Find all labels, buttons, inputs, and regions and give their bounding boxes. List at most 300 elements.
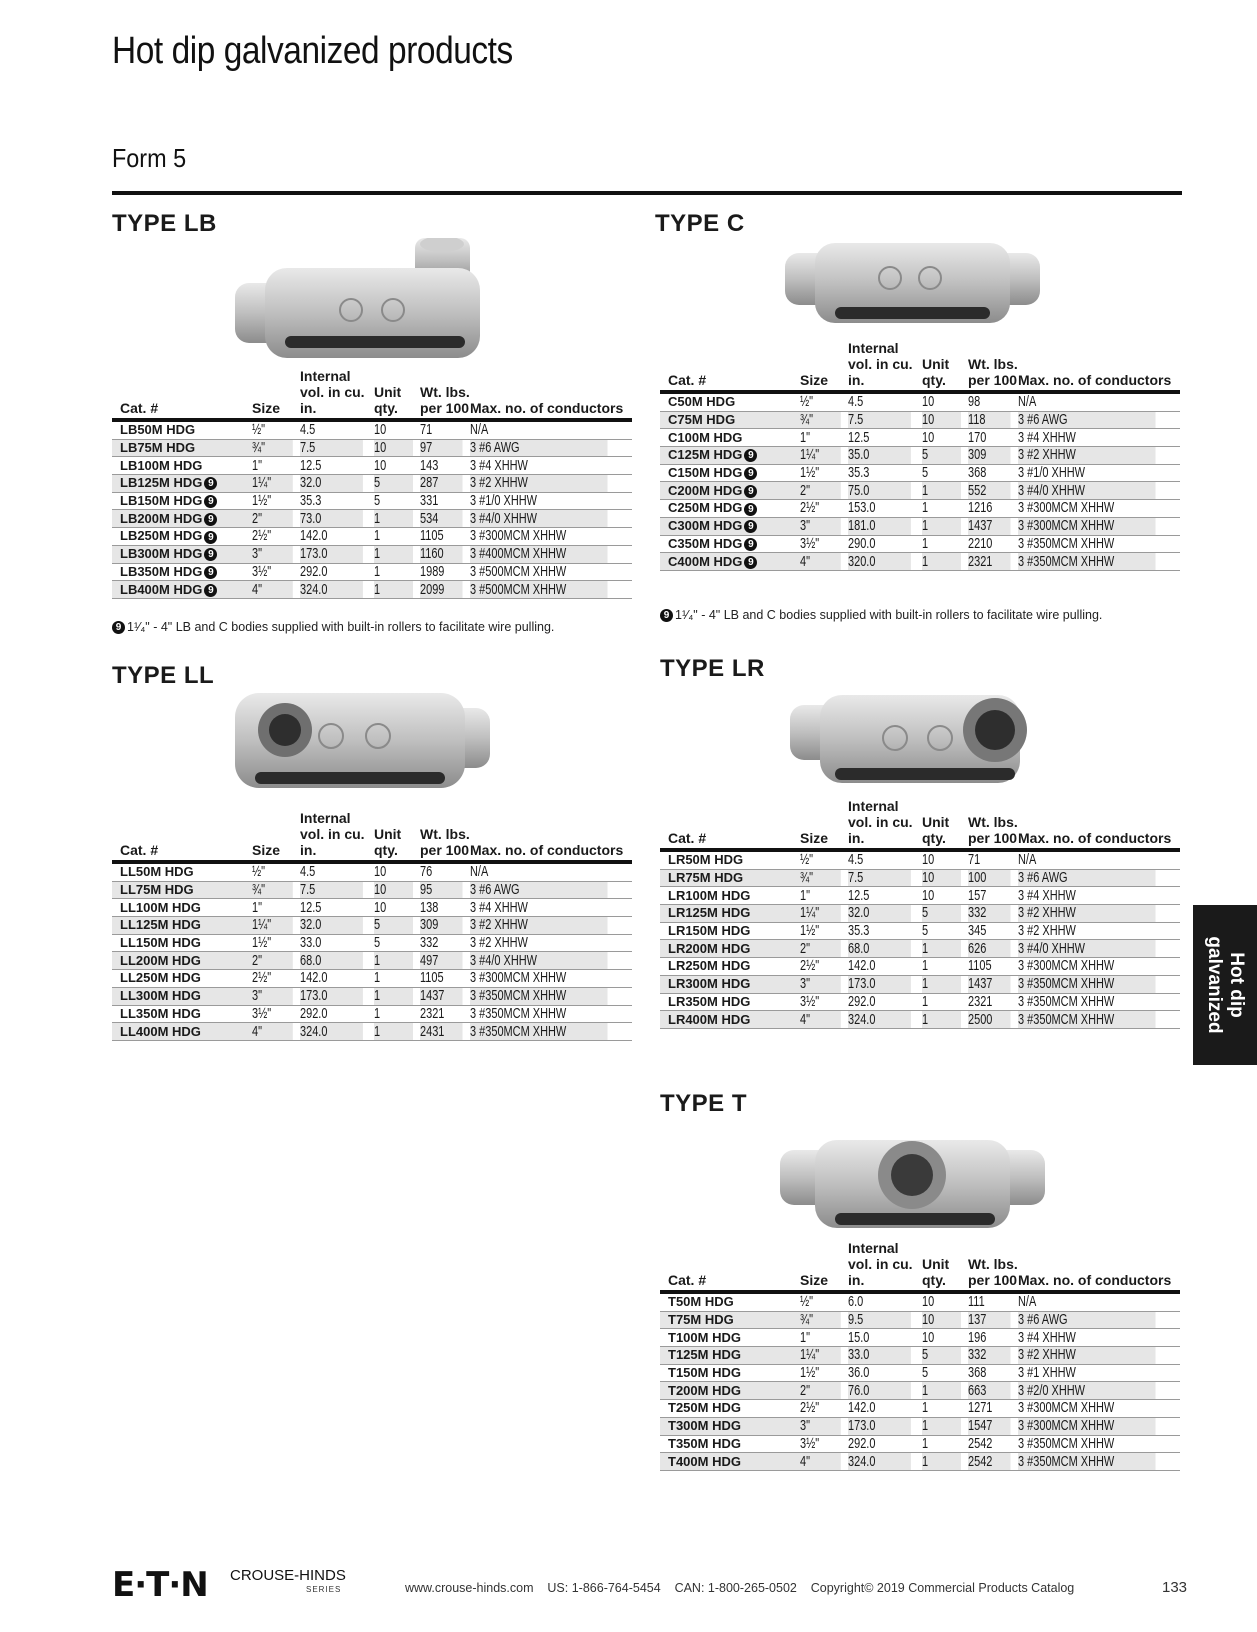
qty-cell-text: 5 [374,474,381,492]
wt-cell [968,993,1011,1011]
header-wt: Wt. lbs. per 100 [420,810,470,862]
brand-name: CROUSE-HINDS [230,1567,346,1584]
cat-cell-text: LB350M HDG [120,563,203,579]
size-cell-text: 3" [800,975,810,993]
cat-cell [112,899,252,917]
max-cell-text: 3 #6 AWG [1018,869,1068,887]
cat-cell [112,510,252,528]
size-cell-text: 3" [800,1417,810,1435]
vol-cell-text: 33.0 [848,1346,870,1364]
max-cell-text: 3 #350MCM XHHW [1018,1010,1115,1028]
max-cell-text: 3 #350MCM XHHW [470,987,567,1005]
vol-cell [848,482,911,500]
cat-cell-text: C50M HDG [668,394,736,410]
vol-cell-text: 15.0 [848,1328,870,1346]
table-row [112,899,632,917]
size-cell-text: 4" [800,1452,810,1470]
wt-cell [420,563,463,581]
wt-cell-text: 1105 [968,957,992,975]
t-spec-table [660,1240,1180,1471]
vol-cell [848,940,911,958]
max-cell [1018,1417,1156,1435]
size-cell-text: 1" [252,898,262,916]
wt-cell-text: 157 [968,886,987,904]
vol-cell [848,1292,911,1311]
size-cell [252,581,293,599]
vol-cell [848,905,911,923]
vol-cell [848,993,911,1011]
qty-cell [922,1417,961,1435]
vol-cell [848,500,911,518]
max-cell [1018,392,1156,411]
qty-cell [374,528,413,546]
wt-cell-text: 95 [420,881,433,899]
size-cell [800,850,841,869]
max-cell [1018,500,1156,518]
wt-cell-text: 2321 [968,552,993,570]
cat-cell [660,1347,800,1365]
header-vol: Internal vol. in cu. in. [300,810,374,862]
wt-cell-text: 663 [968,1381,987,1399]
max-cell [1018,429,1156,447]
vol-cell [300,952,363,970]
header-cat: Cat. # [112,368,252,420]
header-qty: Unit qty. [374,368,420,420]
qty-cell-text: 1 [922,957,929,975]
wt-cell-text: 2542 [968,1452,993,1470]
qty-cell-text: 1 [922,1381,929,1399]
table-row [660,411,1180,429]
vol-cell-text: 76.0 [848,1381,870,1399]
wt-cell [968,447,1011,465]
table-row [660,1347,1180,1365]
qty-cell-text: 10 [922,1311,935,1329]
max-cell [470,492,608,510]
size-cell [252,528,293,546]
max-cell-text: N/A [1018,851,1037,869]
max-cell-text: 3 #4/0 XHHW [1018,939,1086,957]
max-cell [470,987,608,1005]
side-tab-label: Hot dip galvanized [1204,936,1247,1034]
wt-cell [968,1364,1011,1382]
cat-cell-text: T300M HDG [668,1418,741,1434]
size-cell [800,1382,841,1400]
max-cell [1018,1011,1156,1029]
qty-cell-text: 10 [922,393,935,411]
vol-cell-text: 292.0 [300,1004,328,1022]
vol-cell-text: 73.0 [300,509,322,527]
qty-cell-text: 1 [922,975,929,993]
wt-cell [968,1292,1011,1311]
max-cell [1018,1364,1156,1382]
max-cell [1018,464,1156,482]
cat-cell [660,535,800,553]
cat-cell [660,1329,800,1347]
cat-cell [660,1311,800,1329]
size-cell [800,1011,841,1029]
wt-cell [420,862,463,881]
max-cell-text: 3 #300MCM XHHW [470,969,567,987]
size-cell [800,411,841,429]
size-cell [252,952,293,970]
vol-cell-text: 12.5 [848,428,870,446]
vol-cell [848,517,911,535]
cat-cell-text: T350M HDG [668,1435,741,1451]
header-qty: Unit qty. [922,340,968,392]
max-cell-text: 3 #4 XHHW [470,456,528,474]
cat-cell [660,1435,800,1453]
table-row [660,869,1180,887]
cat-cell-text: LL400M HDG [120,1023,201,1039]
max-cell [1018,850,1156,869]
max-cell [470,862,608,881]
vol-cell [300,917,363,935]
vol-cell [300,492,363,510]
vol-cell [300,510,363,528]
section-type-lb [112,210,632,240]
size-cell [800,869,841,887]
qty-cell-text: 1 [922,552,929,570]
size-cell-text: ¾" [800,411,814,429]
cat-cell-text: C100M HDG [668,429,743,445]
cat-cell [112,528,252,546]
vol-cell [848,1453,911,1471]
cat-cell-text: LR200M HDG [668,940,751,956]
qty-cell-text: 10 [374,863,387,881]
wt-cell [420,492,463,510]
qty-cell [374,899,413,917]
wt-cell [968,1435,1011,1453]
max-cell [470,439,608,457]
size-cell-text: ¾" [252,439,266,457]
footnote-text: 1¹⁄₄" - 4" LB and C bodies supplied with built-in rollers to facilitate wire pulling. [675,608,1103,622]
qty-cell-text: 5 [374,492,381,510]
qty-cell-text: 1 [922,1434,929,1452]
vol-cell-text: 7.5 [300,439,316,457]
size-cell [800,1453,841,1471]
vol-cell [848,464,911,482]
wt-cell [968,887,1011,905]
size-cell-text: 1" [800,886,810,904]
size-cell [800,1435,841,1453]
footnote-text: 1¹⁄₄" - 4" LB and C bodies supplied with built-in rollers to facilitate wire pulling. [127,620,555,634]
section-type-t [660,1090,1180,1120]
cat-cell-text: C350M HDG [668,535,743,551]
vol-cell-text: 4.5 [848,851,864,869]
cat-cell [660,1453,800,1471]
size-cell [800,1364,841,1382]
vol-cell-text: 292.0 [300,562,328,580]
qty-cell-text: 5 [922,446,929,464]
size-cell [252,862,293,881]
vol-cell [300,457,363,475]
max-cell [470,881,608,899]
qty-cell-text: 1 [922,1417,929,1435]
roller-note-marker: 9 [204,513,217,526]
max-cell [470,420,608,439]
header-cat: Cat. # [660,340,800,392]
vol-cell-text: 9.5 [848,1311,864,1329]
cat-cell [112,917,252,935]
vol-cell [848,1400,911,1418]
max-cell-text: 3 #2 XHHW [1018,904,1076,922]
cat-cell [660,447,800,465]
wt-cell [968,553,1011,571]
max-cell-text: 3 #1 XHHW [1018,1364,1076,1382]
wt-cell-text: 97 [420,439,433,457]
cat-cell-text: LR250M HDG [668,958,751,974]
wt-cell [968,1311,1011,1329]
vol-cell-text: 153.0 [848,499,876,517]
cat-cell-text: T400M HDG [668,1453,741,1469]
table-row [112,439,632,457]
cat-cell [112,1005,252,1023]
vol-cell-text: 173.0 [300,545,328,563]
wt-cell [420,510,463,528]
max-cell [1018,1347,1156,1365]
size-cell-text: ¾" [800,1311,814,1329]
vol-cell [848,1382,911,1400]
max-cell-text: 3 #300MCM XHHW [1018,1399,1115,1417]
max-cell [470,581,608,599]
table-row [112,987,632,1005]
size-cell-text: 1¼" [800,446,820,464]
table-row [660,517,1180,535]
qty-cell-text: 10 [374,421,387,439]
roller-note-marker: 9 [744,467,757,480]
wt-cell [420,581,463,599]
header-max: Max. no. of conductors [1018,1240,1180,1292]
cat-cell [660,392,800,411]
max-cell [1018,1329,1156,1347]
c-footnote [660,608,1102,622]
c-body-image [785,243,1045,333]
max-cell-text: 3 #300MCM XHHW [1018,499,1115,517]
max-cell [1018,517,1156,535]
size-cell-text: 1½" [800,1364,820,1382]
size-cell-text: 3½" [252,562,272,580]
size-cell [800,922,841,940]
vol-cell-text: 324.0 [300,580,328,598]
size-cell-text: ½" [252,421,266,439]
vol-cell-text: 12.5 [300,456,322,474]
vol-cell [848,1347,911,1365]
qty-cell [922,1382,961,1400]
vol-cell [300,862,363,881]
qty-cell [374,952,413,970]
vol-cell-text: 68.0 [848,939,870,957]
cat-cell [660,500,800,518]
max-cell-text: N/A [1018,393,1037,411]
table-row [112,475,632,493]
qty-cell [374,1005,413,1023]
cat-cell-text: LR50M HDG [668,852,744,868]
vol-cell [848,958,911,976]
size-cell [252,439,293,457]
qty-cell [374,917,413,935]
size-cell-text: 2½" [800,957,820,975]
wt-cell [968,940,1011,958]
cat-cell-text: LB200M HDG [120,510,203,526]
size-cell [252,899,293,917]
wt-cell-text: 497 [420,951,439,969]
vol-cell-text: 324.0 [848,1010,876,1028]
qty-cell-text: 1 [922,534,929,552]
section-title: TYPE C [655,210,745,237]
header-size: Size [800,798,848,850]
vol-cell-text: 32.0 [848,904,870,922]
vol-cell [848,975,911,993]
cat-cell [112,581,252,599]
qty-cell [374,970,413,988]
wt-cell [968,517,1011,535]
wt-cell [968,850,1011,869]
vol-cell-text: 4.5 [300,421,316,439]
header-qty: Unit qty. [374,810,420,862]
max-cell-text: 3 #2 XHHW [470,474,528,492]
qty-cell [922,1292,961,1311]
page-title: Hot dip galvanized products [112,30,513,72]
size-cell-text: 2½" [252,969,272,987]
cat-cell [660,482,800,500]
lb-footnote [112,620,554,634]
qty-cell [922,1435,961,1453]
header-max: Max. no. of conductors [1018,340,1180,392]
cat-cell-text: LL125M HDG [120,917,201,933]
table-row [112,528,632,546]
footnote-marker: 9 [112,621,125,634]
size-cell-text: ½" [800,851,814,869]
max-cell-text: 3 #350MCM XHHW [1018,975,1115,993]
table-row [112,420,632,439]
size-cell [800,1329,841,1347]
cat-cell-text: C300M HDG [668,518,743,534]
table-row [660,905,1180,923]
size-cell [252,1023,293,1041]
wt-cell [420,475,463,493]
table-row [660,500,1180,518]
qty-cell [922,922,961,940]
max-cell-text: 3 #2 XHHW [1018,1346,1076,1364]
wt-cell [968,1329,1011,1347]
qty-cell [374,439,413,457]
lr-spec-table [660,798,1180,1029]
qty-cell-text: 10 [374,898,387,916]
cat-cell [112,420,252,439]
qty-cell [374,457,413,475]
qty-cell-text: 1 [922,499,929,517]
wt-cell-text: 332 [968,1346,987,1364]
size-cell-text: ½" [800,1293,814,1311]
qty-cell [922,887,961,905]
qty-cell [922,1364,961,1382]
vol-cell [848,1417,911,1435]
roller-note-marker: 9 [744,485,757,498]
qty-cell-text: 1 [922,1399,929,1417]
cat-cell [660,922,800,940]
wt-cell-text: 2431 [420,1022,445,1040]
cat-cell-text: LL350M HDG [120,1005,201,1021]
cat-cell [660,429,800,447]
qty-cell-text: 5 [922,1364,929,1382]
wt-cell [968,1011,1011,1029]
wt-cell-text: 196 [968,1328,987,1346]
size-cell [252,492,293,510]
wt-cell [968,464,1011,482]
c-table-body [660,392,1180,570]
vol-cell [848,1011,911,1029]
qty-cell-text: 5 [922,922,929,940]
wt-cell [968,1347,1011,1365]
header-qty: Unit qty. [922,1240,968,1292]
section-title: TYPE LR [660,655,765,682]
qty-cell [922,993,961,1011]
qty-cell [922,1311,961,1329]
max-cell-text: 3 #6 AWG [1018,1311,1068,1329]
cat-cell [660,905,800,923]
wt-cell-text: 1271 [968,1399,993,1417]
cat-cell-text: LB100M HDG [120,457,203,473]
cat-cell-text: C250M HDG [668,500,743,516]
qty-cell-text: 5 [374,934,381,952]
roller-note-marker: 9 [744,556,757,569]
vol-cell [300,563,363,581]
max-cell [1018,1311,1156,1329]
wt-cell [968,535,1011,553]
max-cell-text: 3 #6 AWG [470,439,520,457]
eaton-logo: E·T·N [112,1565,208,1605]
cat-cell-text: T150M HDG [668,1365,741,1381]
vol-cell-text: 324.0 [848,1452,876,1470]
size-cell [800,1347,841,1365]
vol-cell-text: 324.0 [300,1022,328,1040]
cat-cell-text: LR400M HDG [668,1011,751,1027]
max-cell [470,510,608,528]
size-cell [800,1417,841,1435]
vol-cell-text: 290.0 [848,534,876,552]
wt-cell-text: 1105 [420,527,444,545]
vol-cell-text: 292.0 [848,992,876,1010]
vol-cell-text: 173.0 [848,975,876,993]
header-cat: Cat. # [660,1240,800,1292]
size-cell [800,482,841,500]
header-max: Max. no. of conductors [470,810,632,862]
wt-cell-text: 118 [968,411,986,429]
wt-cell-text: 345 [968,922,987,940]
header-qty: Unit qty. [922,798,968,850]
qty-cell-text: 10 [922,411,935,429]
footer [0,1565,1257,1605]
table-row [112,545,632,563]
qty-cell [374,563,413,581]
qty-cell [922,447,961,465]
max-cell-text: 3 #2/0 XHHW [1018,1381,1086,1399]
cat-cell [112,563,252,581]
size-cell [252,987,293,1005]
vol-cell [300,970,363,988]
table-row [112,881,632,899]
vol-cell [300,1023,363,1041]
vol-cell [300,528,363,546]
cat-cell [112,970,252,988]
table-row [660,482,1180,500]
table-row [660,1329,1180,1347]
qty-cell-text: 10 [922,1293,935,1311]
max-cell-text: 3 #300MCM XHHW [1018,957,1115,975]
max-cell-text: 3 #300MCM XHHW [1018,1417,1115,1435]
header-vol: Internal vol. in cu. in. [848,1240,922,1292]
size-cell [252,970,293,988]
